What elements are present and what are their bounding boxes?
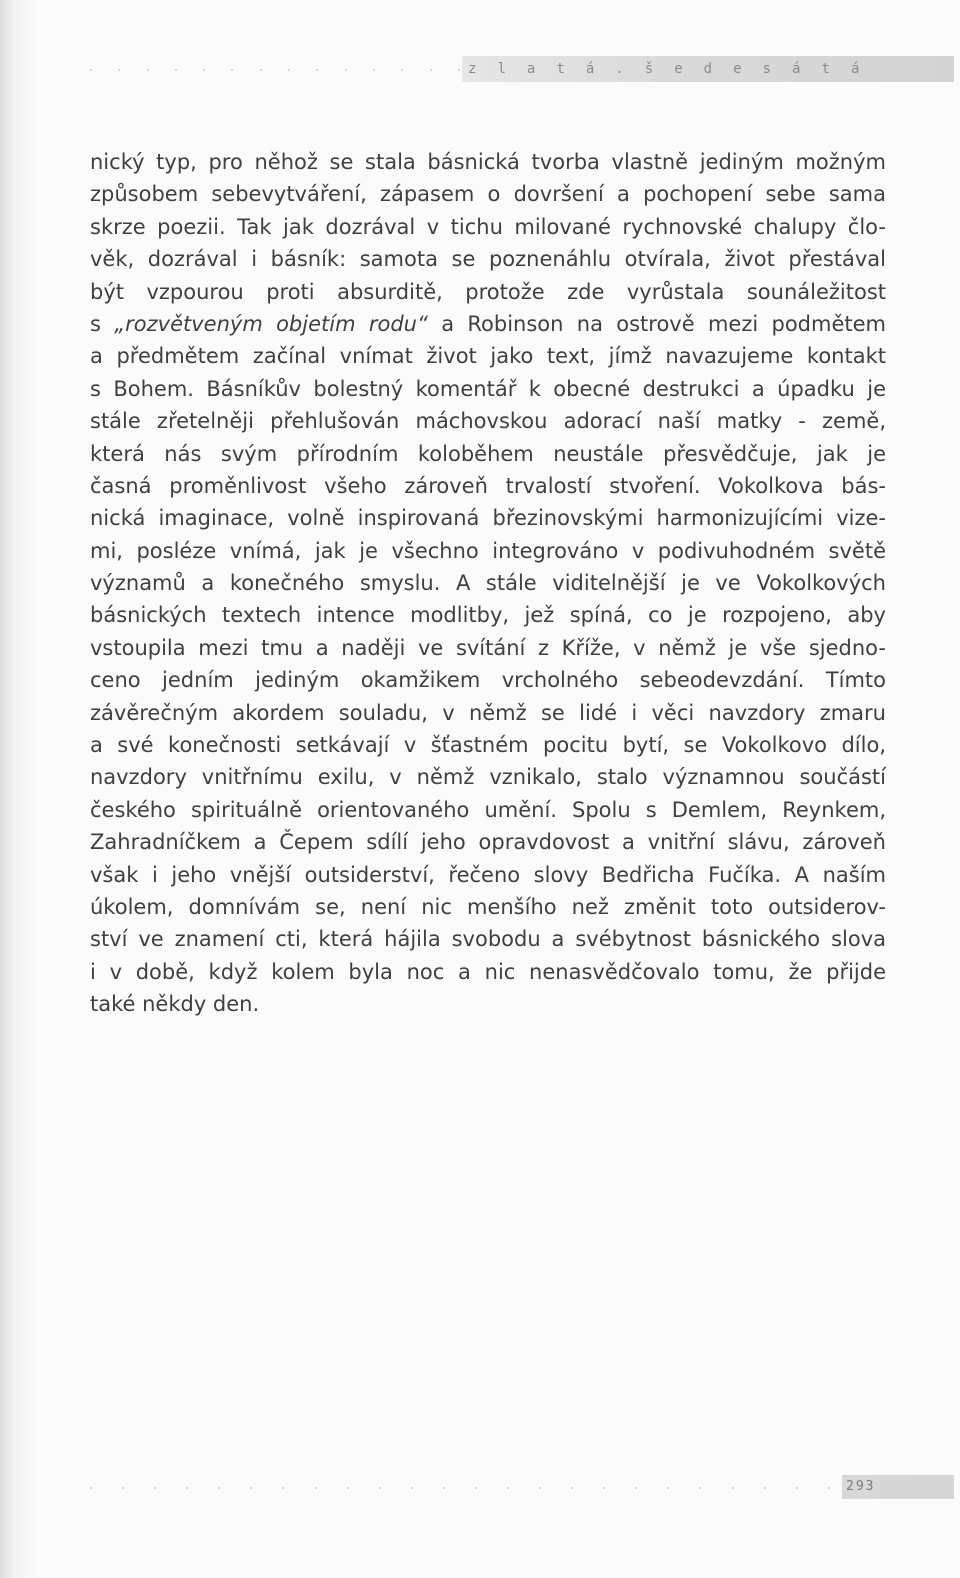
- text-line: stále zřetelněji přehlušován máchovskou adorací naší matky - země,: [90, 409, 886, 434]
- text-line: a předmětem začínal vnímat život jako text, jímž navazujeme kontakt: [90, 344, 886, 369]
- text-line-last: také někdy den.: [90, 992, 260, 1017]
- text-fragment: s: [90, 311, 115, 336]
- text-line: ství ve znamení cti, která hájila svobodu a svébytnost básnického slova: [90, 927, 886, 952]
- text-line: s Bohem. Básníkův bolestný komentář k obecné destrukci a úpadku je: [90, 376, 886, 401]
- text-line: způsobem sebevytváření, zápasem o dovršení a pochopení sebe sama: [90, 182, 886, 207]
- text-line: ceno jedním jediným okamžikem vrcholného sebeodevzdání. Tímto: [90, 668, 886, 693]
- text-line: českého spirituálně orientovaného umění. Spolu s Demlem, Reynkem,: [90, 797, 886, 822]
- text-line: a své konečnosti setkávají v šťastném pocitu bytí, se Vokolkovo dílo,: [90, 733, 886, 758]
- text-line: však i jeho vnější outsiderství, řečeno slovy Bedřicha Fučíka. A naším: [90, 862, 886, 887]
- text-line: básnických textech intence modlitby, jež spíná, co je rozpojeno, aby: [90, 603, 886, 628]
- quoted-phrase: „rozvětveným objetím rodu“: [114, 311, 428, 336]
- text-line: mi, posléze vnímá, jak je všechno integrováno v podivuhodném světě: [90, 538, 886, 563]
- text-line: věk, dozrával i básník: samota se poznenáhlu otvírala, život přestával: [90, 247, 886, 272]
- footer-dot-leader: [90, 1481, 830, 1495]
- text-line: která nás svým přírodním koloběhem neustále přesvědčuje, jak je: [90, 441, 886, 466]
- running-title: z l a t á . š e d e s á t á: [468, 61, 866, 77]
- page-number: 293: [846, 1479, 876, 1494]
- header-dot-leader: [90, 63, 460, 77]
- text-line: navzdory vnitřnímu exilu, v němž vznikalo, stalo významnou součástí: [90, 765, 886, 790]
- text-line-with-quote: [90, 308, 886, 340]
- text-line: nická imaginace, volně inspirovaná březinovskými harmonizujícími vize-: [90, 506, 886, 531]
- text-line: časná proměnlivost všeho zároveň trvalostí stvoření. Vokolkova bás-: [90, 473, 886, 498]
- text-line: i v době, když kolem byla noc a nic nenasvědčovalo tomu, že přijde: [90, 959, 886, 984]
- text-line: úkolem, domnívám se, není nic menšího než změnit toto outsiderov-: [90, 894, 886, 919]
- text-line: skrze poezii. Tak jak dozrával v tichu milované rychnovské chalupy člo-: [90, 214, 886, 239]
- text-fragment: a Robinson na ostrově mezi podmětem: [427, 311, 886, 336]
- text-line: významů a konečného smyslu. A stále viditelnější je ve Vokolkových: [90, 571, 886, 596]
- text-line: být vzpourou proti absurditě, protože zde vyrůstala sounáležitost: [90, 279, 886, 304]
- text-line: Zahradníčkem a Čepem sdílí jeho opravdovost a vnitřní slávu, zároveň: [90, 830, 886, 855]
- text-line: vstoupila mezi tmu a naději ve svítání z Kříže, v němž je vše sjedno-: [90, 635, 886, 660]
- text-line: závěrečným akordem souladu, v němž se lidé i věci navzdory zmaru: [90, 700, 886, 725]
- body-text: [90, 146, 886, 1021]
- text-line: nický typ, pro něhož se stala básnická tvorba vlastně jediným možným: [90, 150, 886, 174]
